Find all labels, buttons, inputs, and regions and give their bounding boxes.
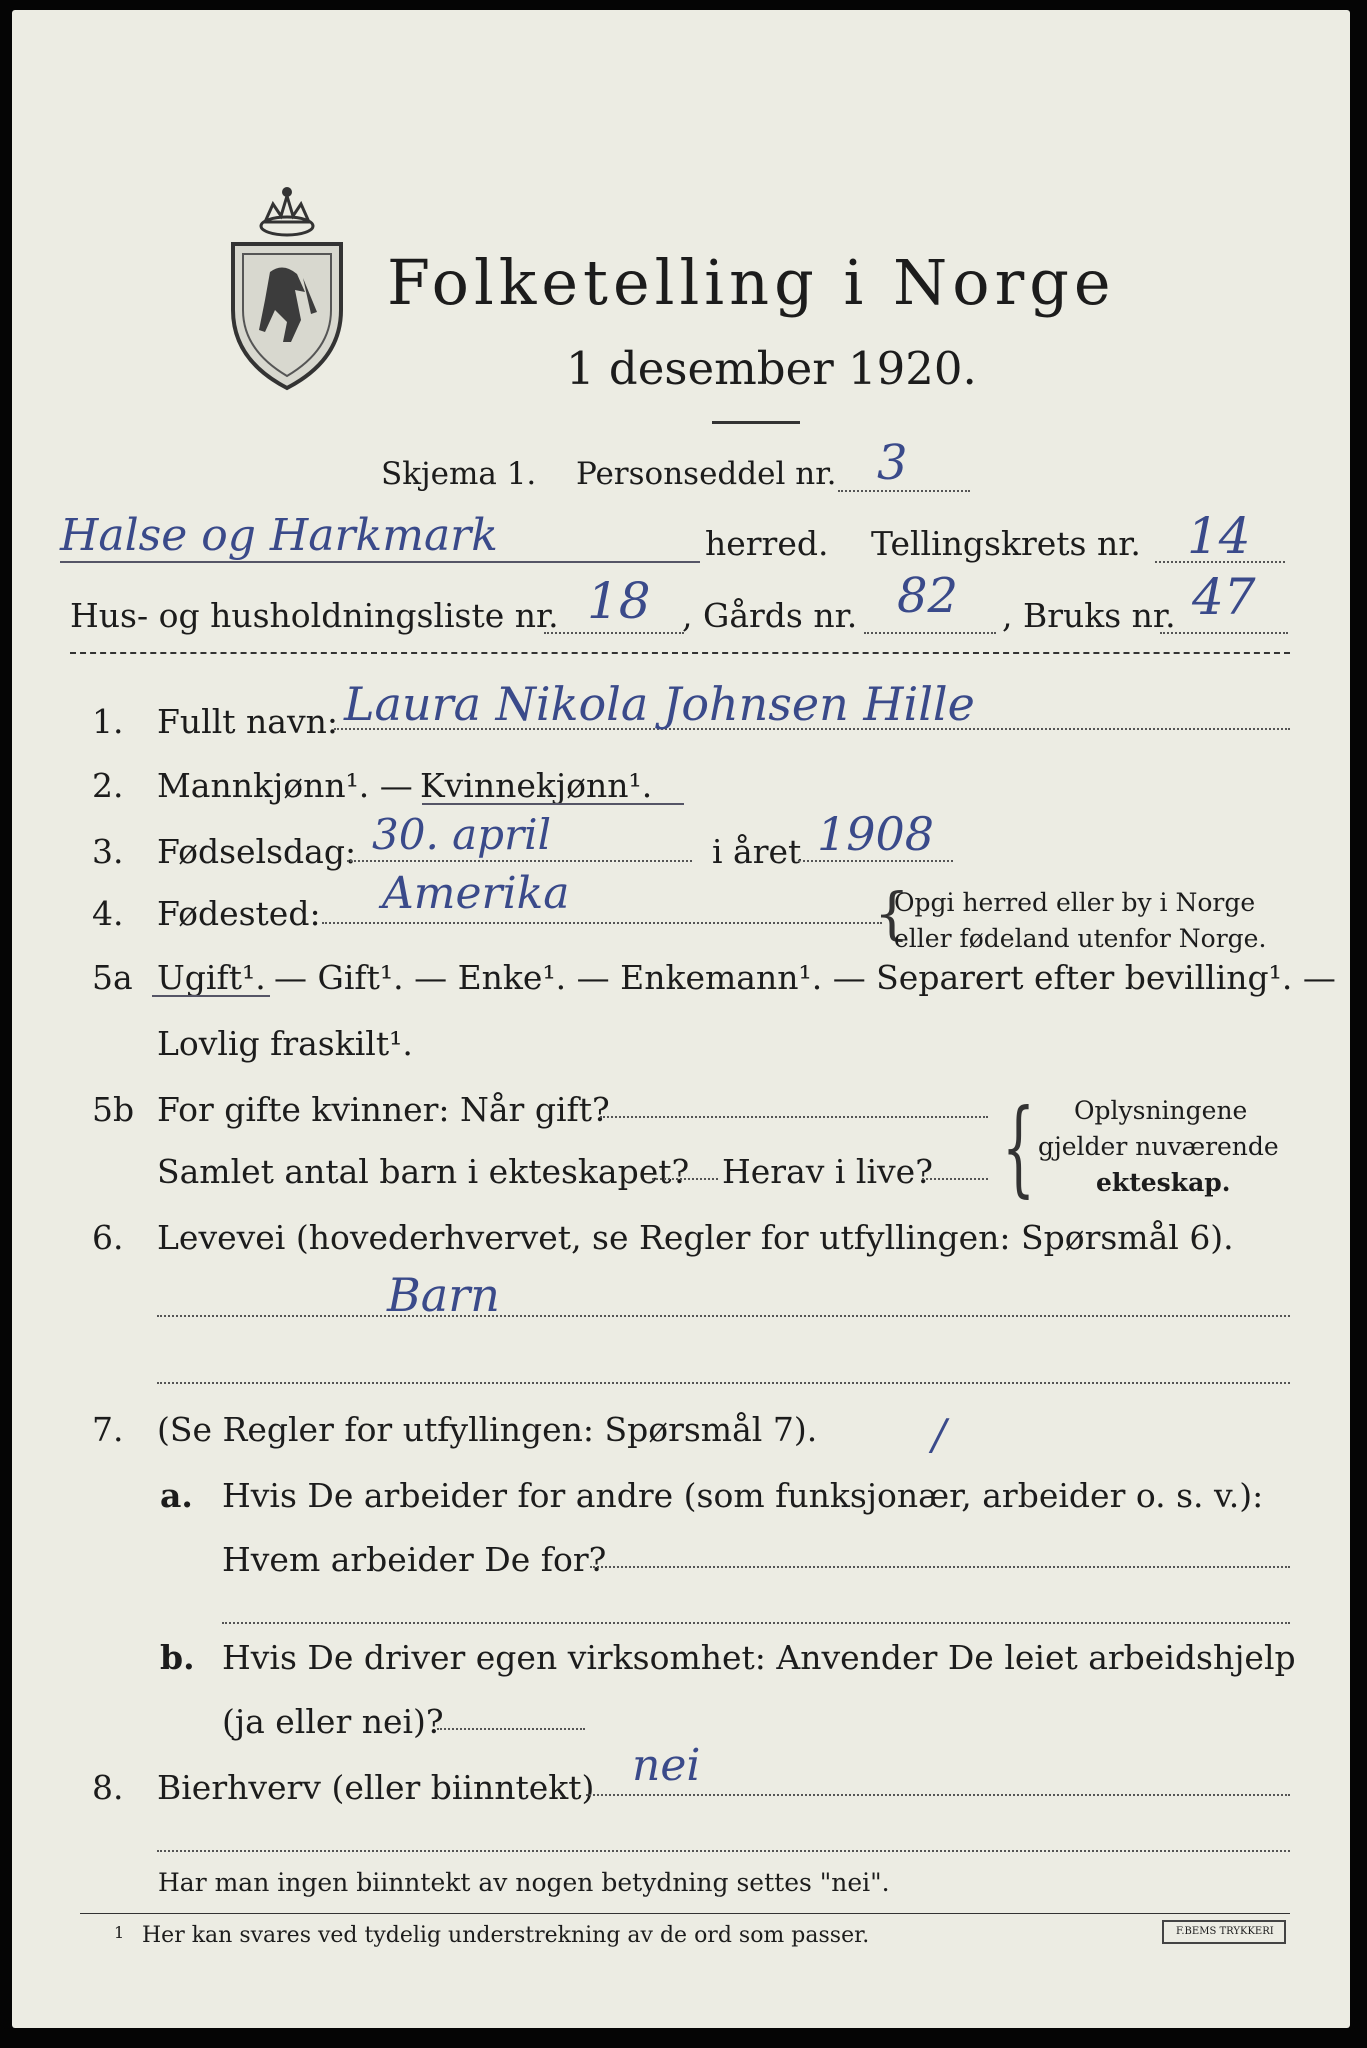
q2-number: 2. — [92, 766, 124, 805]
q5a-ugift-underline — [152, 995, 270, 997]
q3-year-label: i året — [712, 832, 802, 871]
q5a-line2[interactable]: Lovlig fraskilt¹. — [157, 1024, 413, 1063]
gards-line — [864, 632, 996, 634]
q7-number: 7. — [92, 1410, 124, 1449]
printer-stamp — [1162, 1920, 1286, 1944]
q5b-note2: gjelder nuværende — [1038, 1132, 1279, 1161]
q5b-married-line — [600, 1116, 988, 1118]
footnote-divider — [80, 1913, 1290, 1914]
q6-occupation-value[interactable]: Barn — [387, 1268, 500, 1322]
q7b-line1: Hvis De driver egen virksomhet: Anvender De leiet arbeidshjelp — [222, 1638, 1296, 1677]
gards-label: , Gårds nr. — [682, 596, 858, 635]
q7a-line2: Hvem arbeider De for? — [222, 1540, 607, 1579]
q6-number: 6. — [92, 1218, 124, 1257]
q8-line2 — [157, 1850, 1290, 1852]
footer-note: Har man ingen biinntekt av nogen betydning settes "nei". — [158, 1868, 890, 1897]
q5b-children-line — [652, 1178, 718, 1180]
q8-line — [586, 1794, 1290, 1796]
q5a-ugift-option[interactable]: Ugift¹. — [157, 958, 266, 997]
q4-note-line2: eller fødeland utenfor Norge. — [894, 924, 1267, 953]
header-divider — [70, 652, 1290, 654]
bruks-value[interactable]: 47 — [1192, 568, 1256, 626]
gards-value[interactable]: 82 — [897, 568, 959, 624]
q4-number: 4. — [92, 894, 124, 933]
footnote-text: Her kan svares ved tydelig understrekning av de ord som passer. — [142, 1923, 870, 1948]
q4-birthplace-value[interactable]: Amerika — [382, 868, 570, 919]
q4-label: Fødested: — [157, 894, 321, 933]
personseddel-label: Personseddel nr. — [576, 456, 837, 492]
q6-line1 — [157, 1315, 1290, 1317]
form-title: Folketelling i Norge — [387, 246, 1116, 319]
q4-brace: { — [874, 882, 910, 947]
tellingskrets-value[interactable]: 14 — [1187, 507, 1251, 565]
q7-label: (Se Regler for utfyllingen: Spørsmål 7). — [157, 1410, 818, 1449]
q2-female-option[interactable]: Kvinnekjønn¹. — [420, 766, 653, 805]
bruks-label: , Bruks nr. — [1002, 596, 1176, 635]
q1-label: Fullt navn: — [157, 702, 338, 741]
norwegian-coat-of-arms-icon — [225, 182, 350, 394]
q5b-number: 5b — [92, 1090, 135, 1129]
q7a-letter: a. — [160, 1476, 193, 1515]
q3-number: 3. — [92, 832, 124, 871]
q2-female-underline — [422, 803, 684, 805]
personseddel-value[interactable]: 3 — [877, 435, 908, 491]
q5b-brace: { — [1002, 1086, 1036, 1208]
q1-full-name-value[interactable]: Laura Nikola Johnsen Hille — [344, 677, 975, 731]
q5a-other-options[interactable]: — Gift¹. — Enke¹. — Enkemann¹. — Separert efter bevilling¹. — — [274, 958, 1336, 997]
footnote-mark: 1 — [114, 1923, 125, 1942]
title-divider — [712, 421, 800, 424]
q5b-line1: For gifte kvinner: Når gift? — [157, 1090, 610, 1129]
form-date: 1 desember 1920. — [566, 342, 977, 395]
bruks-line — [1160, 632, 1288, 634]
q5b-note1: Oplysningene — [1074, 1096, 1248, 1125]
q1-number: 1. — [92, 702, 124, 741]
q2-male-option[interactable]: Mannkjønn¹. — — [157, 766, 413, 805]
q7a-line1: Hvis De arbeider for andre (som funksjonær, arbeider o. s. v.): — [222, 1476, 1264, 1515]
q3-year-value[interactable]: 1908 — [817, 807, 935, 861]
q6-label: Levevei (hovederhvervet, se Regler for utfyllingen: Spørsmål 6). — [157, 1218, 1234, 1257]
q5b-line2b: Herav i live? — [722, 1152, 933, 1191]
q4-note-line1: Opgi herred eller by i Norge — [894, 888, 1256, 917]
q8-side-income-value[interactable]: nei — [632, 1740, 701, 1791]
herred-label: herred. — [705, 524, 829, 563]
printer-stamp-text: F.BEMS TRYKKERI — [1176, 1926, 1274, 1937]
q7b-line2: (ja eller nei)? — [222, 1702, 444, 1741]
q5b-note3: ekteskap. — [1096, 1168, 1231, 1197]
q7b-answer-line — [437, 1728, 585, 1730]
census-form-page — [12, 10, 1350, 2028]
q7a-line3 — [222, 1622, 1290, 1624]
husliste-line — [544, 632, 684, 634]
q6-line2 — [157, 1382, 1290, 1384]
q5b-alive-line — [922, 1178, 988, 1180]
q3-birthday-value[interactable]: 30. april — [372, 810, 552, 859]
q7a-employer-line — [590, 1566, 1290, 1568]
herred-line — [60, 561, 700, 563]
q8-number: 8. — [92, 1768, 124, 1807]
q8-label: Bierhverv (eller biinntekt) — [157, 1768, 595, 1807]
q5b-line2a: Samlet antal barn i ekteskapet? — [157, 1152, 690, 1191]
q7b-letter: b. — [160, 1638, 195, 1677]
tellingskrets-label: Tellingskrets nr. — [871, 524, 1141, 563]
q4-line — [322, 922, 882, 924]
husliste-value[interactable]: 18 — [587, 572, 651, 630]
q3-label: Fødselsdag: — [157, 832, 357, 871]
herred-value[interactable]: Halse og Harkmark — [60, 510, 498, 561]
husliste-label: Hus- og husholdningsliste nr. — [70, 596, 559, 635]
q5a-number: 5a — [92, 958, 133, 997]
schema-label: Skjema 1. — [381, 456, 537, 492]
q3-date-line — [347, 860, 692, 862]
q7-check-mark: / — [932, 1410, 947, 1459]
